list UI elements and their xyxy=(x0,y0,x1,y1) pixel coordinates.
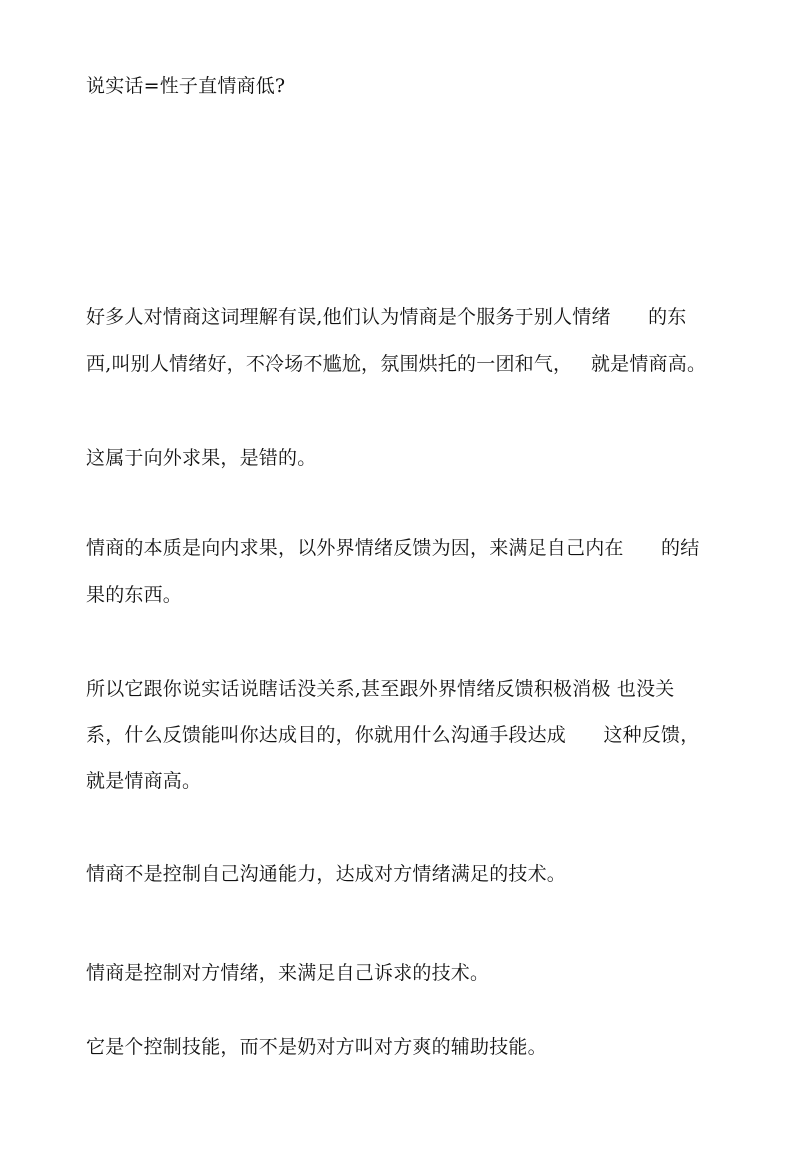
text-line: 系，什么反馈能叫你达成目的，你就用什么沟通手段达成 这种反馈， xyxy=(86,724,700,746)
text-line: 情商是控制对方情绪，来满足自己诉求的技术。 xyxy=(86,962,490,984)
text-line: 好多人对情商这词理解有误,他们认为情商是个服务于别人情绪 的东 xyxy=(86,306,687,328)
text-line: 果的东西。 xyxy=(86,584,183,606)
text-line: 情商不是控制自己沟通能力，达成对方情绪满足的技术。 xyxy=(86,863,567,885)
text-line: 西,叫别人情绪好，不冷场不尴尬，氛围烘托的一团和气， 就是情商高。 xyxy=(86,353,707,375)
text-line: 这属于向外求果，是错的。 xyxy=(86,447,317,469)
text-line: 它是个控制技能，而不是奶对方叫对方爽的辅助技能。 xyxy=(86,1036,547,1058)
text-line: 就是情商高。 xyxy=(86,770,202,792)
text-line: 情商的本质是向内求果，以外界情绪反馈为因，来满足自己内在 的结 xyxy=(86,537,700,559)
document-title: 说实话=性子直情商低? xyxy=(86,75,286,97)
text-line: 所以它跟你说实话说瞎话没关系,甚至跟外界情绪反馈积极消极 也没关 xyxy=(86,678,675,700)
